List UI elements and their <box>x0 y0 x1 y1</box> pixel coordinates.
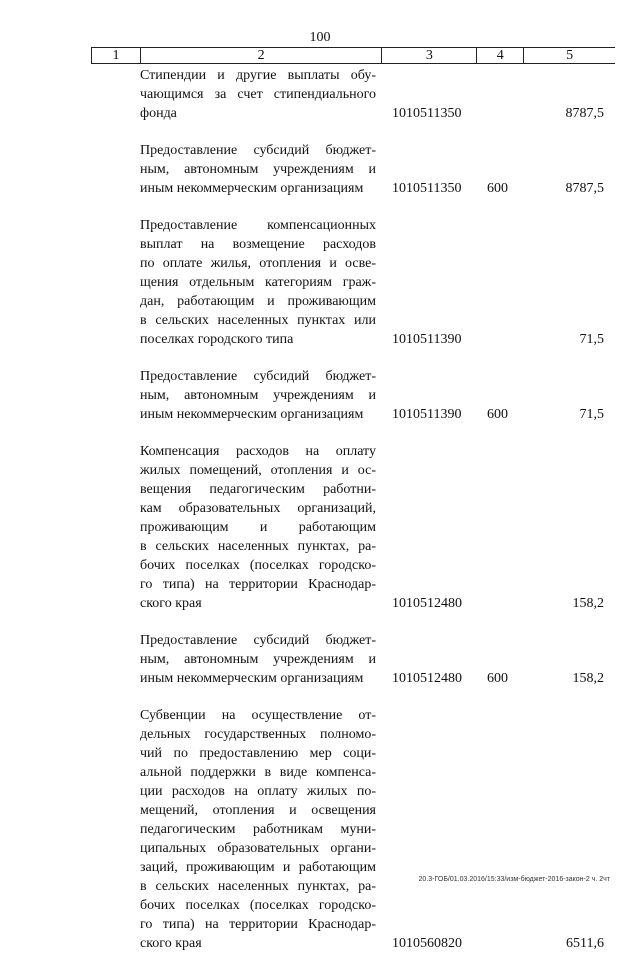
footer-note: 20.3-ГОБ/01.03.2016/15:33/изм-бюджет-2016-закон-2 ч. 2чт <box>418 876 610 883</box>
description-line: альной поддержки в виде компенса- <box>140 765 376 780</box>
row-amount: 71,5 <box>579 332 604 347</box>
row-description <box>140 367 376 424</box>
page-number: 100 <box>309 30 331 45</box>
description-line: ным, автономным учреждениям и <box>140 388 376 403</box>
table-row <box>0 367 640 424</box>
description-line: в сельских населенных пунктах, ра- <box>140 539 376 554</box>
description-line: чий по предоставлению мер соци- <box>140 746 376 761</box>
description-line: бочих поселках (поселках городско- <box>140 898 376 913</box>
description-line: кам образовательных организаций, <box>140 501 376 516</box>
row-expense-type: 600 <box>487 407 508 422</box>
row-description <box>140 706 376 953</box>
description-line: поселках городского типа <box>140 332 294 347</box>
description-line: мещений, отопления и освещения <box>140 803 376 818</box>
description-line: фонда <box>140 106 177 121</box>
description-line: чающимся за счет стипендиального <box>140 87 376 102</box>
description-line: ным, автономным учреждениям и <box>140 652 376 667</box>
row-amount: 158,2 <box>572 596 604 611</box>
description-line: выплат на возмещение расходов <box>140 237 376 252</box>
description-line: в сельских населенных пунктах или <box>140 313 376 328</box>
row-amount: 158,2 <box>572 671 604 686</box>
description-line: ципальных образовательных органи- <box>140 841 376 856</box>
header-col-1: 1 <box>92 48 141 63</box>
table-row <box>0 216 640 349</box>
description-line: щения отдельным категориям граж- <box>140 275 376 290</box>
description-line: Предоставление субсидий бюджет- <box>140 633 376 648</box>
row-description <box>140 66 376 123</box>
row-description <box>140 216 376 349</box>
header-col-5: 5 <box>566 47 574 63</box>
row-code: 1010511350 <box>392 181 462 196</box>
row-code: 1010512480 <box>392 671 462 686</box>
description-line: заций, проживающим и работающим <box>140 860 376 875</box>
table-header <box>91 47 615 64</box>
row-code: 1010511390 <box>392 332 462 347</box>
description-line: Предоставление субсидий бюджет- <box>140 143 376 158</box>
description-line: го типа) на территории Краснодар- <box>140 577 376 592</box>
header-col-2: 2 <box>141 48 383 63</box>
row-description <box>140 631 376 688</box>
description-line: ского края <box>140 936 202 951</box>
header-col-3: 3 <box>382 48 477 63</box>
description-line: иным некоммерческим организациям <box>140 407 364 422</box>
header-col-4: 4 <box>477 48 524 63</box>
description-line: Предоставление компенсационных <box>140 218 376 233</box>
row-code: 1010511350 <box>392 106 462 121</box>
row-expense-type: 600 <box>487 181 508 196</box>
description-line: ского края <box>140 596 202 611</box>
table-row <box>0 631 640 688</box>
description-line: по оплате жилья, отопления и осве- <box>140 256 376 271</box>
row-code: 1010511390 <box>392 407 462 422</box>
row-description <box>140 442 376 613</box>
row-amount: 6511,6 <box>566 936 604 951</box>
table-row <box>0 706 640 953</box>
description-line: го типа) на территории Краснодар- <box>140 917 376 932</box>
description-line: ным, автономным учреждениям и <box>140 162 376 177</box>
row-code: 1010512480 <box>392 596 462 611</box>
row-amount: 8787,5 <box>565 181 604 196</box>
table-row <box>0 141 640 198</box>
description-line: в сельских населенных пунктах, ра- <box>140 879 376 894</box>
description-line: Субвенции на осуществление от- <box>140 708 376 723</box>
row-amount: 8787,5 <box>565 106 604 121</box>
row-expense-type: 600 <box>487 671 508 686</box>
description-line: Предоставление субсидий бюджет- <box>140 369 376 384</box>
row-code: 1010560820 <box>392 936 462 951</box>
row-description <box>140 141 376 198</box>
row-amount: 71,5 <box>579 407 604 422</box>
table-row <box>0 442 640 613</box>
description-line: жилых помещений, отопления и ос- <box>140 463 376 478</box>
description-line: иным некоммерческим организациям <box>140 671 364 686</box>
description-line: вещения педагогическим работни- <box>140 482 376 497</box>
description-line: дельных государственных полномо- <box>140 727 376 742</box>
description-line: бочих поселках (поселках городско- <box>140 558 376 573</box>
description-line: ции расходов на оплату жилых по- <box>140 784 376 799</box>
description-line: Стипендии и другие выплаты обу- <box>140 68 376 83</box>
description-line: Компенсация расходов на оплату <box>140 444 376 459</box>
description-line: педагогическим работникам муни- <box>140 822 376 837</box>
description-line: иным некоммерческим организациям <box>140 181 364 196</box>
description-line: проживающим и работающим <box>140 520 376 535</box>
description-line: дан, работающим и проживающим <box>140 294 376 309</box>
table-row <box>0 66 640 123</box>
